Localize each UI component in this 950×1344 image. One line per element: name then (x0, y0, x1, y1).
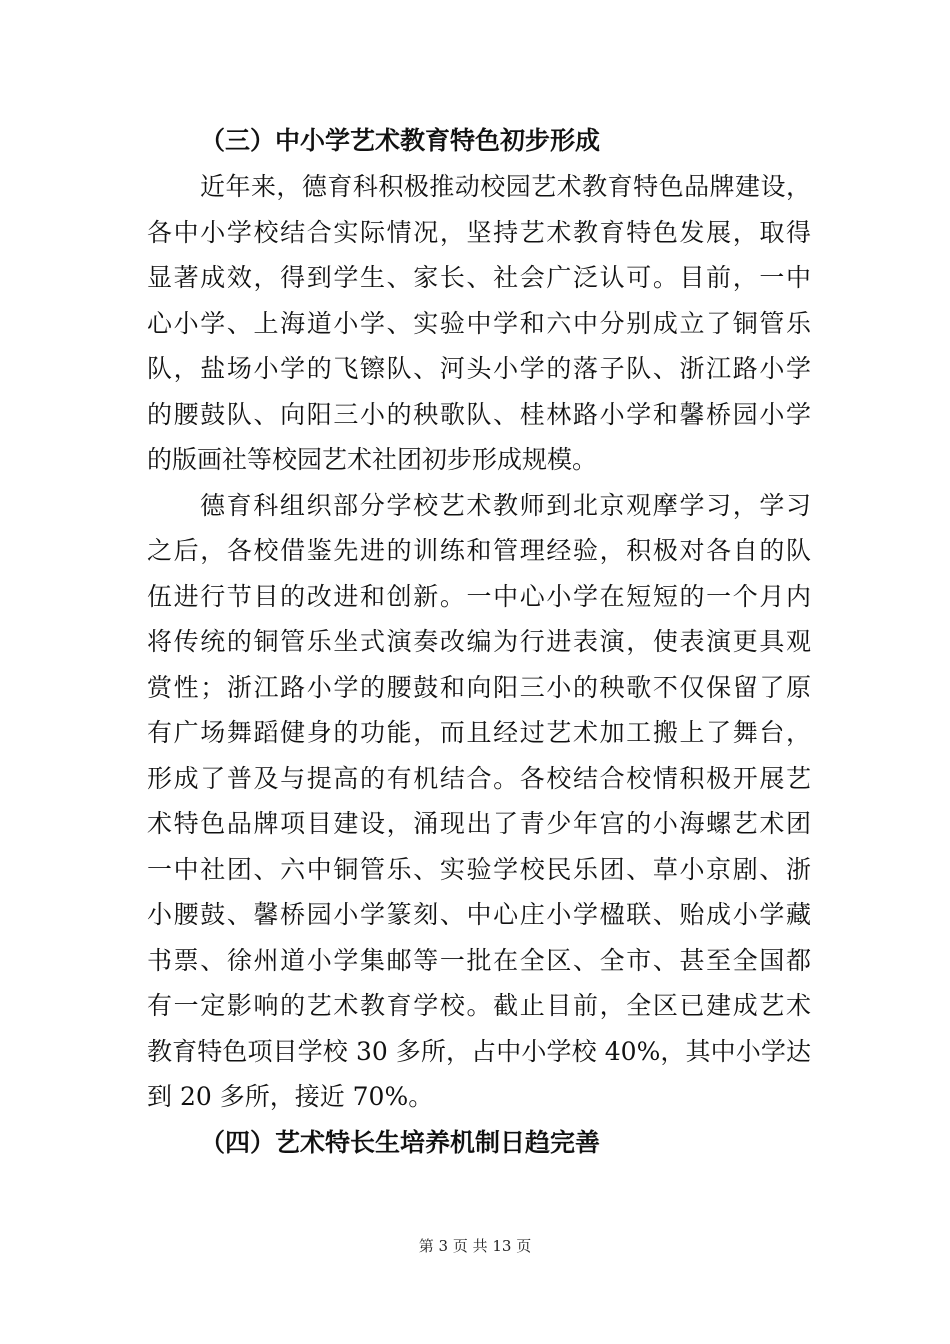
paragraph-line: 伍进行节目的改进和创新。一中心小学在短短的一个月内 (147, 582, 811, 611)
paragraph-line: 的版画社等校园艺术社团初步形成规模。 (147, 445, 598, 474)
section-heading-3: （三）中小学艺术教育特色初步形成 (200, 126, 601, 155)
paragraph-line: 术特色品牌项目建设，涌现出了青少年宫的小海螺艺术团 (147, 809, 811, 838)
paragraph-line: 教育特色项目学校 30 多所，占中小学校 40%，其中小学达 (147, 1037, 811, 1066)
paragraph-line: 将传统的铜管乐坐式演奏改编为行进表演，使表演更具观 (147, 627, 811, 656)
paragraph-line: 心小学、上海道小学、实验中学和六中分别成立了铜管乐 (147, 309, 811, 338)
paragraph-line: 显著成效，得到学生、家长、社会广泛认可。目前，一中 (147, 263, 811, 292)
paragraph-line: 近年来，德育科积极推动校园艺术教育特色品牌建设， (200, 172, 811, 201)
paragraph-line: 之后，各校借鉴先进的训练和管理经验，积极对各自的队 (147, 536, 811, 565)
page-number-footer: 第 3 页 共 13 页 (418, 1237, 532, 1255)
paragraph-line: 各中小学校结合实际情况，坚持艺术教育特色发展，取得 (147, 218, 811, 247)
paragraph-line: 有广场舞蹈健身的功能，而且经过艺术加工搬上了舞台， (147, 718, 811, 747)
paragraph-line: 一中社团、六中铜管乐、实验学校民乐团、草小京剧、浙 (147, 855, 811, 884)
paragraph-line: 小腰鼓、馨桥园小学篆刻、中心庄小学楹联、贻成小学藏 (147, 900, 811, 929)
paragraph-line: 到 20 多所，接近 70%。 (147, 1082, 434, 1111)
paragraph-line: 有一定影响的艺术教育学校。截止目前，全区已建成艺术 (147, 991, 811, 1020)
paragraph-line: 德育科组织部分学校艺术教师到北京观摩学习，学习 (200, 491, 811, 520)
paragraph-line: 形成了普及与提高的有机结合。各校结合校情积极开展艺 (147, 764, 811, 793)
paragraph-line: 赏性；浙江路小学的腰鼓和向阳三小的秧歌不仅保留了原 (147, 673, 811, 702)
paragraph-line: 队，盐场小学的飞镲队、河头小学的落子队、浙江路小学 (147, 354, 811, 383)
section-heading-4: （四）艺术特长生培养机制日趋完善 (200, 1128, 601, 1157)
paragraph-line: 的腰鼓队、向阳三小的秧歌队、桂林路小学和馨桥园小学 (147, 400, 811, 429)
paragraph-line: 书票、徐州道小学集邮等一批在全区、全市、甚至全国都 (147, 946, 811, 975)
